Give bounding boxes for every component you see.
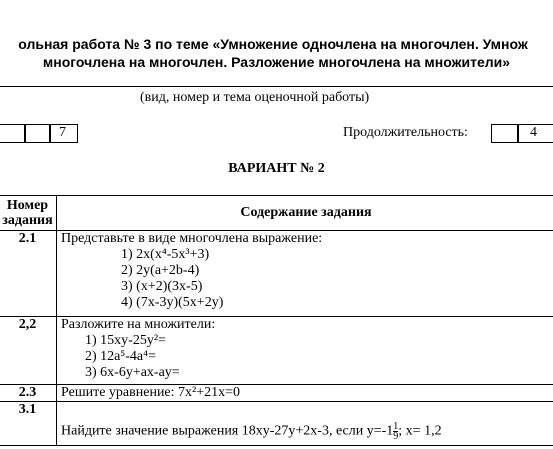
fraction-numerator: 1 — [393, 421, 399, 432]
class-box-mid — [24, 124, 51, 143]
duration-box-left — [491, 124, 519, 143]
task-table — [0, 195, 553, 446]
col-header-number: Номер задания — [0, 196, 57, 231]
task-item: 2) 2y(a+2b-4) — [121, 263, 200, 278]
task-item: 3) (x+2)(3x-5) — [121, 279, 203, 294]
task-item: 1) 2x(x⁴-5x³+3) — [121, 247, 210, 262]
task-content — [57, 317, 553, 385]
task-prompt: Разложите на множители: — [61, 317, 216, 332]
class-box-left — [0, 124, 26, 143]
task-prompt: Найдите значение выражения 18xy-27y+2x-3, если y=-1 — [61, 423, 394, 439]
task-item: 4) (7x-3y)(5x+2y) — [121, 295, 224, 310]
task-number: 3.1 — [0, 402, 57, 446]
task-content — [57, 231, 553, 317]
title-line-2: многочлена на многочлен. Разложение многочлена на множители» — [42, 54, 511, 70]
task-content — [57, 402, 553, 446]
task-item: 3) 6x-6y+ax-ay= — [85, 365, 180, 380]
task-number: 2.1 — [0, 231, 57, 317]
task-item: 1) 15xy-25y²= — [85, 333, 166, 348]
title-line-1: ольная работа № 3 по теме «Умножение одночлена на многочлен. Умнож — [18, 36, 528, 52]
task-prompt: Представьте в виде многочлена выражение: — [61, 231, 323, 246]
class-number: 7 — [59, 125, 66, 140]
duration-label: Продолжительность: — [343, 125, 468, 140]
task-number: 2,2 — [0, 317, 57, 385]
variant-title: ВАРИАНТ № 2 — [228, 161, 325, 176]
duration-value: 4 — [530, 125, 537, 140]
task-suffix: ; x= 1,2 — [398, 423, 442, 439]
task-prompt: Решите уравнение: 7x²+21x=0 — [57, 385, 553, 402]
task-number: 2.3 — [0, 385, 57, 402]
fraction-denominator: 9 — [393, 431, 399, 442]
subtitle: (вид, номер и тема оценочной работы) — [140, 90, 370, 105]
title-underline — [0, 86, 553, 87]
task-item: 2) 12a⁵-4a⁴= — [85, 349, 156, 364]
col-header-content: Содержание задания — [57, 196, 553, 231]
